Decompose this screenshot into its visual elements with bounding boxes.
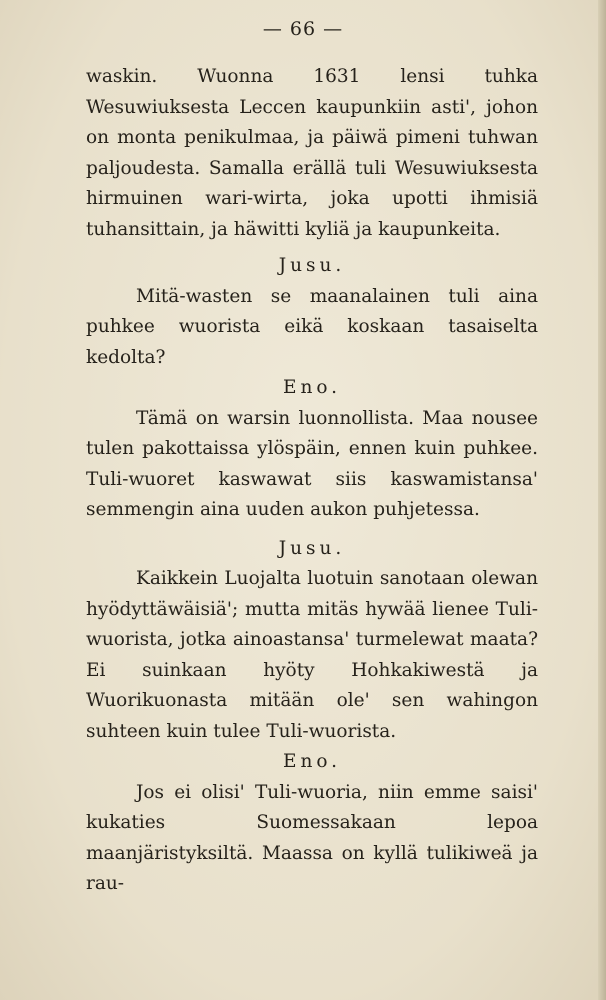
speaker-heading-eno: Eno.	[282, 377, 342, 398]
paragraph-4: Kaikkein Luojalta luotuin sanotaan olewan hyödyttäwäisiä'; mutta mitäs hywää lienee Tuli-wuorista, jotka ainoastansa' turmelewat maata? Ei suinkaan hyöty Hohkakiwestä ja Wuorikuonasta mitään ole' sen wahingon suhteen kuin tulee Tuli-wuorista.	[86, 568, 538, 742]
paragraph-2: Mitä-wasten se maanalainen tuli aina puhkee wuorista eikä koskaan tasaiselta kedolta?	[86, 285, 538, 368]
page-edge	[598, 0, 606, 1000]
speaker-heading-jusu-2: Jusu.	[278, 537, 346, 559]
paragraph-1: waskin. Wuonna 1631 lensi tuhka Wesuwiuksesta Leccen kaupunkiin asti', johon on monta penikulmaa, ja päiwä pimeni tuhwan paljoudesta. Samalla erällä tuli Wesuwiuksesta hirmuinen wari-wirta, joka upotti ihmisiä tuhansittain, ja häwitti kyliä ja kaupunkeita.	[86, 66, 538, 240]
speaker-heading-jusu: Jusu.	[278, 255, 346, 276]
page-number: — 66 —	[262, 18, 344, 40]
paragraph-3: Tämä on warsin luonnollista. Maa nousee tulen pakottaissa ylöspäin, ennen kuin puhkee. Tuli-wuoret kaswawat siis kaswamistansa' semmengin aina uuden aukon puhjetessa.	[86, 407, 538, 520]
speaker-heading-eno-2: Eno.	[282, 751, 342, 772]
paragraph-5: Jos ei olisi' Tuli-wuoria, niin emme saisi' kukaties Suomessakaan lepoa maanjäristyksiltä. Maassa on kyllä tulikiweä ja rau-	[86, 781, 538, 894]
page-body	[86, 62, 538, 900]
